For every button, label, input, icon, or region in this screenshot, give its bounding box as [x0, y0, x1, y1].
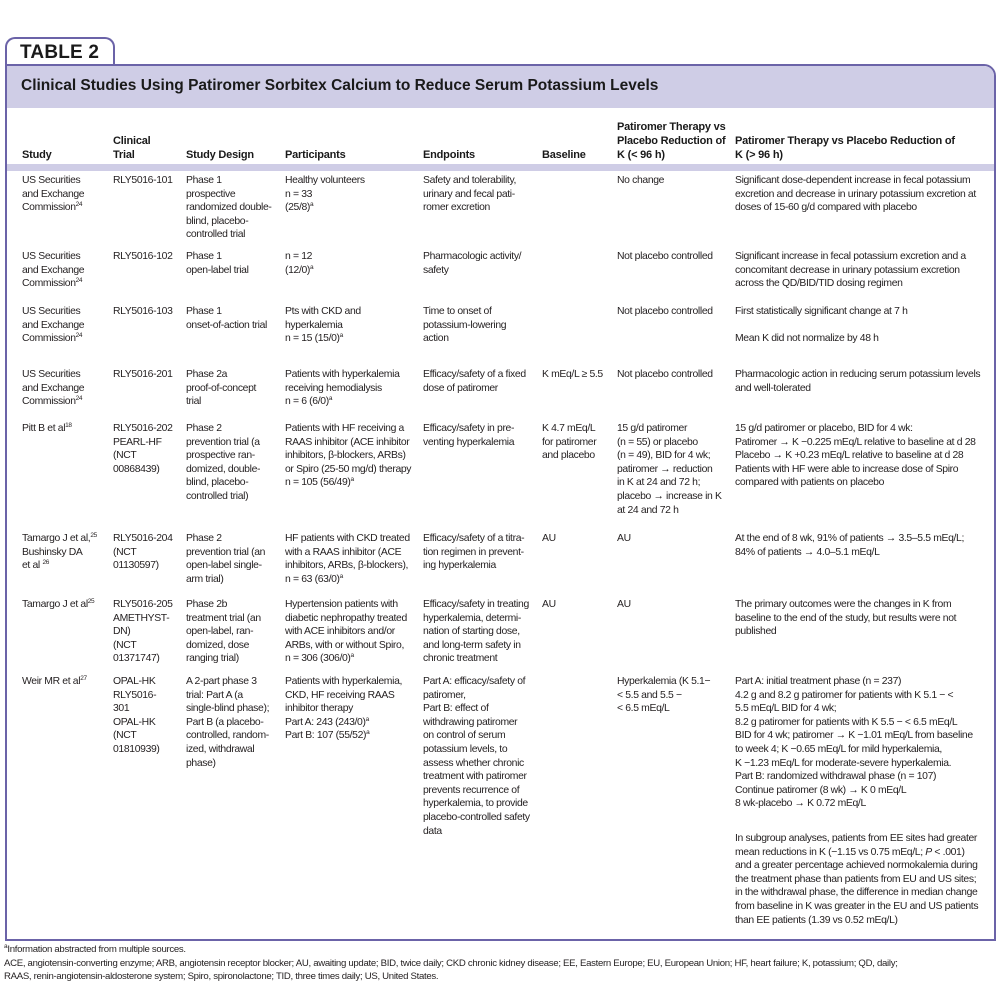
- cell-trial: RLY5016-202 PEARL-HF (NCT 00868439): [113, 423, 173, 475]
- cell-design: Phase 2a proof-of-concept trial: [186, 369, 257, 408]
- cell-trial: RLY5016-205 AMETHYST- DN) (NCT 01371747): [113, 599, 173, 665]
- cell-study: Pitt B et $al^{18}$: [22, 422, 72, 434]
- cell-endpoints: Time to onset of potassium-lowering action: [423, 306, 507, 345]
- cell-study: Tamargo J et $al^{25}$: [22, 598, 95, 610]
- table-title: Clinical Studies Using Patiromer Sorbitex Calcium to Reduce Serum Potassium Levels: [21, 77, 659, 94]
- header-study: Study: [22, 149, 52, 161]
- cell-study: US Securities and Exchange Commission$^{24}$: [22, 175, 85, 214]
- header-reduction-gt96h: Patiromer Therapy vs Placebo Reduction of K (> 96 h): [735, 135, 955, 161]
- cell-reduction-gt96h: 15 g/d patiromer or placebo, BID for 4 wk: Patiromer → K −0.225 mEq/L relative to baseline at d 28 Placebo → K +0.23 mEq/L relative to baseline at d 28 Patients with HF were able to increase dose of Spiro compared with patients on placebo: [735, 423, 976, 489]
- cell-participants: Pts with CKD and hyperkalemia n = 15 $(15/0)^a$: [285, 306, 361, 345]
- cell-reduction-gt96h: The primary outcomes were the changes in K from baseline to the end of the study, but results were not published: [735, 599, 957, 638]
- cell-design: Phase 2 prevention trial (a prospective ran- domized, double- blind, placebo- controlled trial): [186, 423, 261, 502]
- cell-reduction-lt96h: Not placebo controlled: [617, 306, 713, 317]
- table-label-tab: [5, 37, 115, 66]
- header-study-design: Study Design: [186, 149, 254, 161]
- cell-trial: RLY5016-103: [113, 306, 173, 317]
- header-endpoints: Endpoints: [423, 149, 475, 161]
- cell-participants: HF patients with CKD treated with a RAAS inhibitor (ACE inhibitors, ARBs, β-blockers), n = 63 $(63/0)^a$: [285, 533, 410, 585]
- cell-trial: RLY5016-201: [113, 369, 173, 380]
- cell-reduction-gt96h: First statistically significant change at 7 h Mean K did not normalize by 48 h: [735, 306, 908, 345]
- cell-study: US Securities and Exchange Commission$^{24}$: [22, 251, 85, 290]
- cell-design: Phase 1 prospective randomized double- blind, placebo- controlled trial: [186, 175, 272, 241]
- cell-reduction-lt96h: Not placebo controlled: [617, 251, 713, 262]
- table-title-band: [7, 66, 994, 108]
- cell-baseline: AU: [542, 599, 556, 610]
- cell-reduction-gt96h: Pharmacologic action in reducing serum potassium levels and well-tolerated: [735, 369, 981, 394]
- cell-trial: RLY5016-102: [113, 251, 173, 262]
- cell-reduction-gt96h: Part A: initial treatment phase (n = 237) 4.2 g and 8.2 g patiromer for patients with K 5.1 − < 5.5 mEq/L BID for 4 wk; 8.2 g patiromer for patients with K 5.5 − < 6.5 mEq/L BID for 4 wk; patiromer → K −1.01 mEq/L from baseline to week 4; K −0.65 mEq/L for mild hyperkalemia, K −1.23 mEq/L for moderate-severe hyperkalemia. Part B: randomized withdrawal phase (n = 107) Continue patiromer (8 wk) → K 0 mEq/L 8 wk-placebo → K 0.72 mEq/L: [735, 676, 973, 810]
- header-baseline: Baseline: [542, 149, 586, 161]
- cell-endpoints: Efficacy/safety in treating hyperkalemia, determi- nation of starting dose, and long-term safety in chronic treatment: [423, 599, 529, 665]
- cell-trial: OPAL-HK RLY5016- 301 OPAL-HK (NCT 01810939): [113, 676, 160, 755]
- cell-reduction-lt96h: No change: [617, 175, 665, 186]
- header-participants: Participants: [285, 149, 346, 161]
- cell-reduction-lt96h: Not placebo controlled: [617, 369, 713, 380]
- cell-reduction-lt96h: 15 g/d patiromer (n = 55) or placebo (n = 49), BID for 4 wk; patiromer → reduction in K at 24 and 72 h; placebo → increase in K at 24 and 72 h: [617, 423, 722, 516]
- cell-endpoints: Efficacy/safety of a fixed dose of patiromer: [423, 369, 526, 394]
- cell-trial: RLY5016-101: [113, 175, 173, 186]
- cell-participants: Patients with hyperkalemia receiving hemodialysis n = 6 $(6/0)^a$: [285, 369, 400, 408]
- cell-participants: Patients with hyperkalemia, CKD, HF receiving RAAS inhibitor therapy Part A: 243 $(243/0)^a$ Part B: 107 $(55/52)^a$: [285, 676, 403, 742]
- header-reduction-lt96h: Patiromer Therapy vs Placebo Reduction of K (< 96 h): [617, 121, 726, 161]
- header-clinical-trial: Clinical Trial: [113, 135, 151, 161]
- cell-baseline: K 4.7 mEq/L for patiromer and placebo: [542, 423, 597, 462]
- cell-participants: n = 12 $(12/0)^a$: [285, 251, 314, 276]
- table-label: TABLE 2: [20, 42, 100, 63]
- cell-study: US Securities and Exchange Commission$^{24}$: [22, 306, 85, 345]
- cell-study: Tamargo J et al,$^{25}$ Bushinsky DA et al $^{26}$: [22, 532, 97, 572]
- cell-endpoints: Pharmacologic activity/ safety: [423, 251, 522, 276]
- footnote-abbreviations: ACE, angiotensin-converting enzyme; ARB, angiotensin receptor blocker; AU, awaiting update; BID, twice daily; CKD chronic kidney disease; EE, Eastern Europe; EU, European Union; HF, heart failure; K, potassium; QD, daily; RAAS, renin-angiotensin-aldosterone system; Spiro, spironolactone; TID, three times daily; US, United States.: [4, 958, 898, 982]
- cell-reduction-gt96h-subgroup: In subgroup analyses, patients from EE sites had greater mean reductions in K (−1.15 vs 0.75 mEq/L; P < .001) and a greater percentage achieved normokalemia during the treatment phase than patients from EU and US sites; in the withdrawal phase, the difference in median change from baseline in K was greater in the EU and US patients than EE patients (1.39 vs 0.52 mEq/L): [735, 833, 979, 926]
- cell-endpoints: Part A: efficacy/safety of patiromer, Part B: effect of withdrawing patiromer on control of serum potassium levels, to assess whether chronic treatment with patiromer prevents recurrence of hyperkalemia, to provide placebo-controlled safety data: [423, 676, 530, 837]
- cell-reduction-lt96h: AU: [617, 533, 631, 544]
- cell-trial: RLY5016-204 (NCT 01130597): [113, 533, 173, 572]
- cell-endpoints: Efficacy/safety of a titra- tion regimen in prevent- ing hyperkalemia: [423, 533, 525, 572]
- cell-reduction-lt96h: Hyperkalemia (K 5.1− < 5.5 and 5.5 − < 6.5 mEq/L: [617, 676, 711, 715]
- table-container: [5, 64, 996, 941]
- cell-baseline: AU: [542, 533, 556, 544]
- header-separator: [7, 164, 994, 171]
- cell-design: Phase 2 prevention trial (an open-label single- arm trial): [186, 533, 266, 585]
- cell-design: Phase 1 open-label trial: [186, 251, 249, 276]
- cell-design: Phase 1 onset-of-action trial: [186, 306, 268, 331]
- cell-study: Weir MR et $al^{27}$: [22, 675, 87, 687]
- cell-participants: Hypertension patients with diabetic nephropathy treated with ACE inhibitors and/or ARBs, with or without Spiro, n = 306 $(306/0)^a$: [285, 599, 407, 665]
- cell-reduction-gt96h: Significant dose-dependent increase in fecal potassium excretion and decrease in urinary potassium excretion at doses of 15-60 g/d compared with placebo: [735, 175, 976, 214]
- cell-reduction-gt96h: Significant increase in fecal potassium excretion and a concomitant decrease in urinary potassium excretion across the QD/BID/TID dosing regimen: [735, 251, 966, 290]
- cell-design: Phase 2b treatment trial (an open-label, ran- domized, dose ranging trial): [186, 599, 261, 665]
- cell-participants: Healthy volunteers n = 33 $(25/8)^a$: [285, 175, 365, 214]
- cell-reduction-lt96h: AU: [617, 599, 631, 610]
- cell-endpoints: Safety and tolerability, urinary and fecal pati- romer excretion: [423, 175, 517, 214]
- footnote-a: $^a$Information abstracted from multiple sources.: [4, 943, 186, 955]
- cell-endpoints: Efficacy/safety in pre- venting hyperkalemia: [423, 423, 515, 448]
- cell-participants: Patients with HF receiving a RAAS inhibitor (ACE inhibitor inhibitors, β-blockers, ARBs) or Spiro (25-50 mg/d) therapy n = 105 $(56/49)^a$: [285, 423, 412, 489]
- cell-baseline: K mEq/L ≥ 5.5: [542, 369, 603, 380]
- cell-design: A 2-part phase 3 trial: Part A (a single-blind phase); Part B (a placebo- controlled, random- ized, withdrawal phase): [186, 676, 270, 769]
- cell-reduction-gt96h: At the end of 8 wk, 91% of patients → 3.5–5.5 mEq/L; 84% of patients → 4.0–5.1 mEq/L: [735, 533, 965, 558]
- cell-study: US Securities and Exchange Commission$^{24}$: [22, 369, 85, 408]
